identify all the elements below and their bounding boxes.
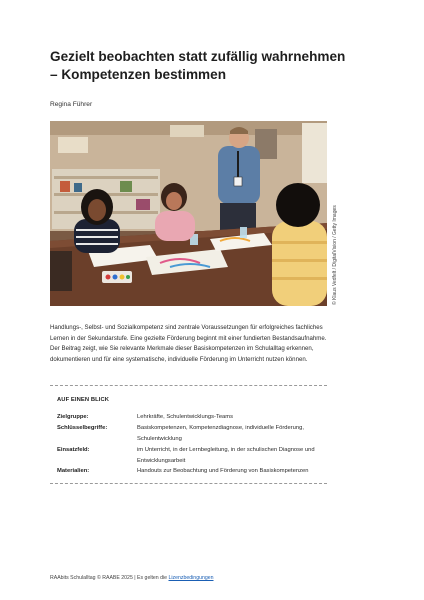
glance-value: Handouts zur Beobachtung und Förderung von Basiskompetenzen (137, 468, 309, 474)
glance-value: im Unterricht, in der Lernbegleitung, in der schulischen Diagnose und Entwicklungsarbeit (137, 447, 315, 464)
glance-label: Materialien: (57, 468, 90, 474)
classroom-photo (50, 121, 327, 306)
intro-paragraph: Handlungs-, Selbst- und Sozialkompetenz sind zentrale Voraussetzungen für erfolgreiches fachliches Lernen in der Sekundarstufe. Eine gezielte Förderung beginnt mit einer fundierten Bestandsaufnahme. Der Beitrag zeigt, wie Sie relevante Merkmale dieser Basiskompetenzen im Schulalltag erkennen, dokumentieren und für eine systematische, individuelle Förderung im Unterricht nutzen können. (50, 324, 327, 364)
door (302, 123, 327, 183)
at-a-glance-box (50, 385, 327, 484)
glance-label: Schlüsselbegriffe: (57, 425, 108, 431)
at-a-glance-heading: AUF EINEN BLICK (57, 397, 110, 403)
student-middle-face (166, 192, 182, 210)
glance-value: Lehrkräfte, Schulentwicklungs-Teams (137, 414, 234, 420)
student-middle-shirt (155, 211, 195, 241)
student-right-shirt (272, 221, 327, 306)
license-link[interactable]: Lizenzbedingungen (168, 575, 214, 581)
footer-text: RAAbits Schulalltag © RAABE 2025 | Es gelten die (50, 575, 169, 581)
glance-value: Basiskompetenzen, Kompetenzdiagnose, individuelle Förderung, Schulentwicklung (137, 425, 304, 442)
glance-label: Einsatzfeld: (57, 447, 90, 453)
photo-credit: © Klaus Vedfelt / DigitalVision / Getty Images (332, 205, 338, 305)
author-name: Regina Führer (50, 101, 93, 108)
page-footer (50, 575, 214, 581)
glance-label: Zielgruppe: (57, 414, 89, 420)
classroom-illustration (50, 121, 327, 306)
poster (58, 137, 88, 153)
poster (170, 125, 204, 137)
student-left-face (88, 199, 106, 221)
page-title: Gezielt beobachten statt zufällig wahrnehmen – Kompetenzen bestimmen (50, 49, 346, 82)
student-right-hair (276, 183, 320, 227)
